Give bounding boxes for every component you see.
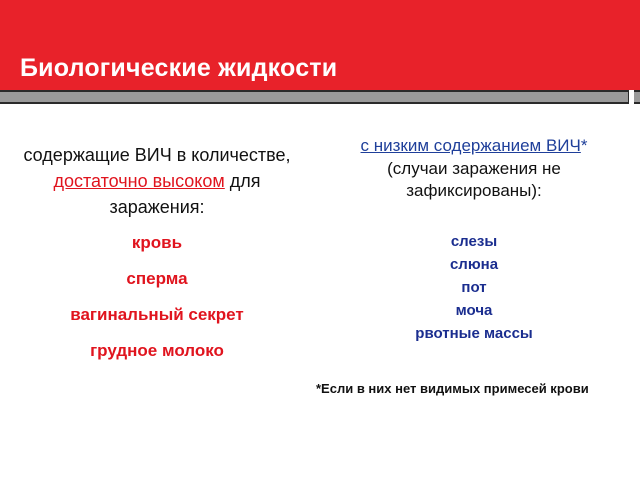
fluid-item-blood: кровь — [131, 233, 183, 252]
fluid-item-urine: моча — [455, 302, 493, 319]
header-divider-end — [628, 90, 634, 104]
low-hiv-note: (случаи заражения не зафиксированы): — [387, 159, 561, 200]
fluid-item-sweat: пот — [461, 279, 487, 296]
high-hiv-column — [20, 142, 294, 362]
low-hiv-heading — [318, 134, 630, 158]
footnote: *Если в них нет видимых примесей крови — [316, 381, 589, 396]
slide-header — [0, 0, 640, 90]
fluid-item-saliva: слюна — [449, 256, 499, 273]
low-hiv-list — [318, 230, 630, 345]
fluid-item-tears: слезы — [450, 233, 498, 250]
fluid-item-vaginal-secretion: вагинальный секрет — [70, 305, 244, 324]
high-hiv-intro — [20, 142, 294, 220]
header-divider-bar — [0, 90, 640, 104]
footnote-star: * — [580, 136, 588, 155]
slide-title: Биологические жидкости — [20, 54, 338, 82]
high-hiv-intro-text-1: содержащие ВИЧ в количестве, — [23, 145, 291, 165]
fluid-item-semen: сперма — [126, 269, 188, 288]
fluid-item-vomit: рвотные массы — [415, 325, 533, 342]
high-hiv-intro-text-2: для заражения: — [109, 171, 261, 217]
high-hiv-link[interactable]: достаточно высоком — [53, 171, 225, 191]
low-hiv-link[interactable]: с низким содержанием ВИЧ — [360, 136, 581, 155]
low-hiv-column — [318, 134, 630, 345]
fluid-item-breast-milk: грудное молоко — [90, 341, 224, 360]
